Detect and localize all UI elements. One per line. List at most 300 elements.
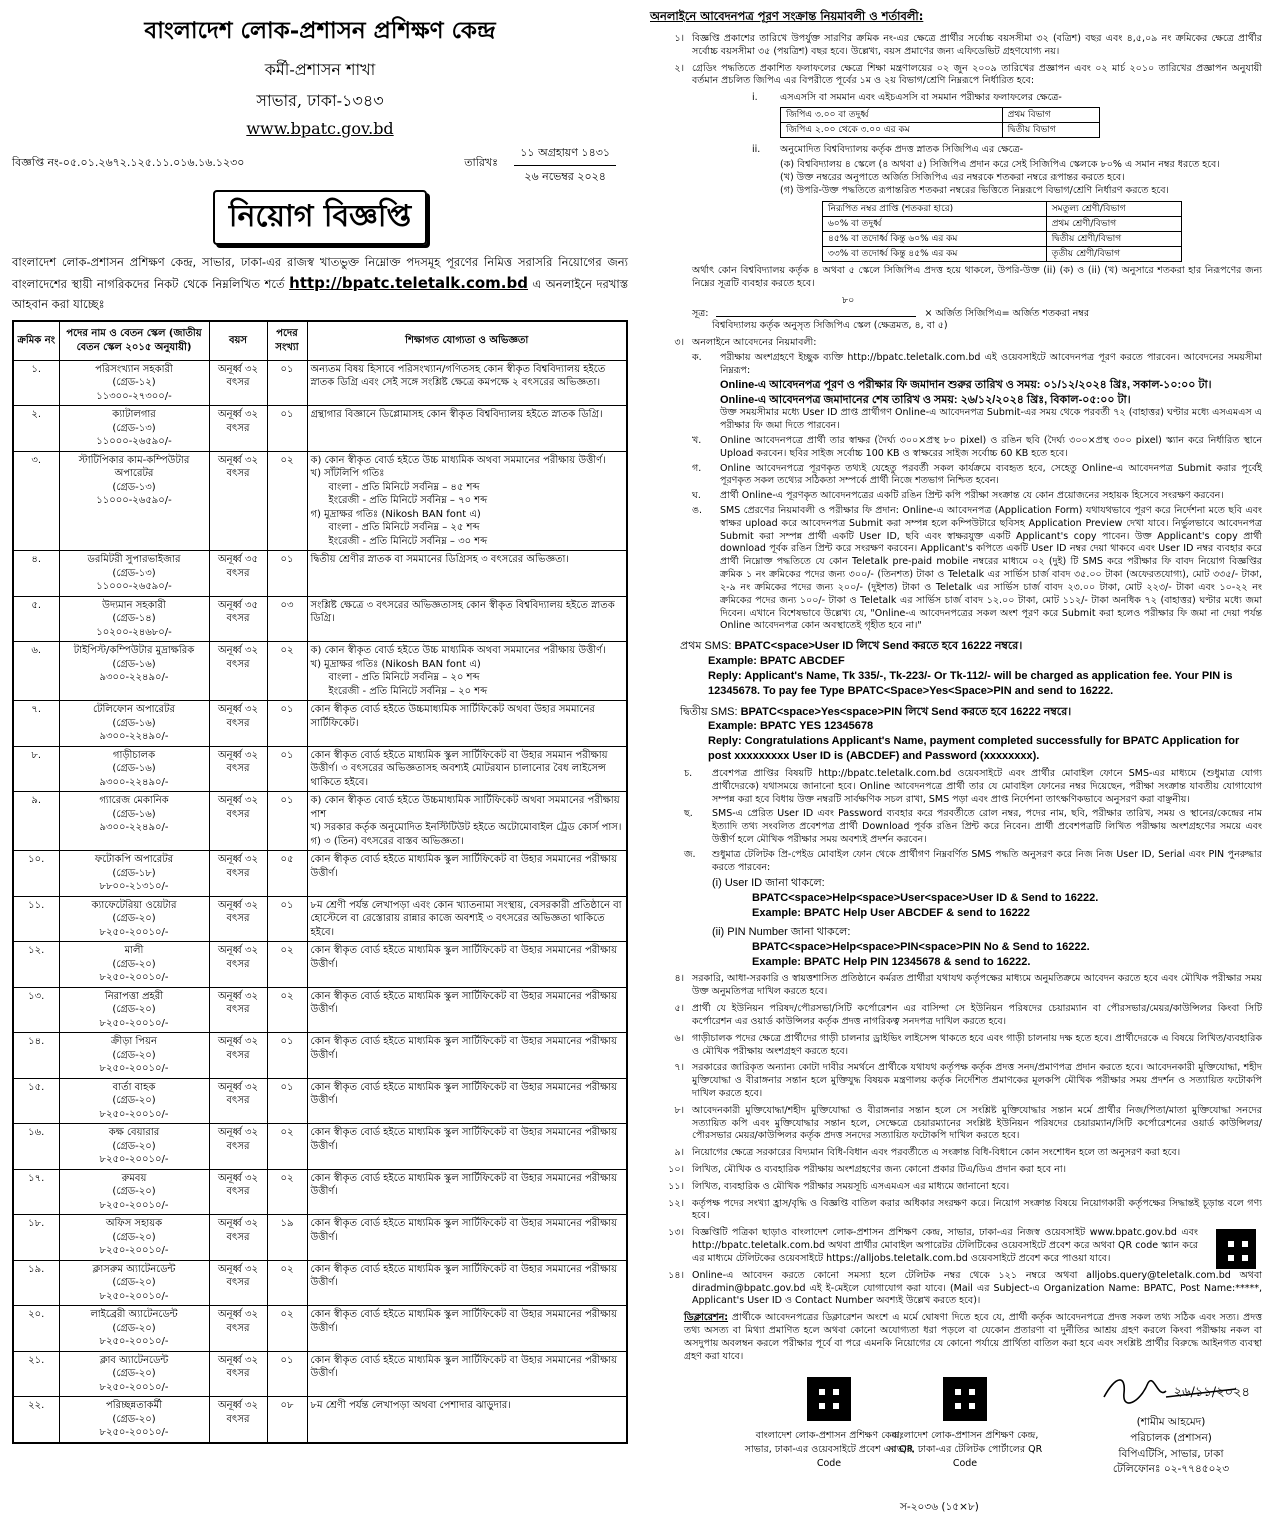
row-serial: ৬. bbox=[13, 642, 59, 701]
step-text: (গ) উপরি-উক্ত পদ্ধতিতে রূপান্তরিত শতকরা নম্বরের ভিত্তিতে নিম্নরূপে বিভাগ/শ্রেণি নির্ধারণ করতে হবে। bbox=[780, 184, 1169, 196]
row-qualification bbox=[307, 896, 627, 942]
date-english: ২৬ নভেম্বর ২০২৪ bbox=[524, 170, 606, 183]
row-serial: ১৬. bbox=[13, 1124, 59, 1170]
table-body bbox=[13, 360, 627, 1443]
row-qualification bbox=[307, 792, 627, 851]
website-link[interactable]: www.bpatc.gov.bd bbox=[246, 119, 394, 138]
signatory-name: (শামীম আহমেদ) bbox=[1136, 1416, 1206, 1429]
header-qualification: শিক্ষাগত যোগ্যতা ও অভিজ্ঞতা bbox=[307, 321, 627, 361]
table-row bbox=[781, 123, 1100, 138]
row-post bbox=[59, 1124, 209, 1170]
left-column bbox=[12, 8, 628, 1444]
qualification-line: কোন স্বীকৃত বোর্ড হইতে মাধ্যমিক স্কুল সার্টিফিকেট বা উহার সমমানের পরীক্ষায় উত্তীর্ণ। bbox=[310, 945, 618, 970]
sub-item bbox=[752, 144, 1262, 157]
signatory-office: বিপিএটিসি, সাভার, ঢাকা bbox=[1118, 1447, 1224, 1460]
table-row bbox=[13, 596, 627, 642]
row-qualification bbox=[307, 551, 627, 597]
qualification-line: অন্যতম বিষয় হিসাবে পরিসংখ্যান/গণিতসহ কোন স্বীকৃত বিশ্ববিদ্যালয় হইতে স্নাতক ডিগ্রি এবং সেই সঙ্গে সংশ্লিষ্ট ক্ষেত্রে কমপক্ষে ২ বৎসরের অভিজ্ঞতা। bbox=[310, 363, 606, 389]
row-count: ০১ bbox=[267, 746, 307, 792]
row-age: অনূর্ধ্ব ৩২ বৎসর bbox=[209, 1306, 267, 1352]
qualification-line: ইংরেজী - প্রতি মিনিটে সর্বনিম্ন – ২০ শব্দ bbox=[328, 685, 488, 697]
row-post bbox=[59, 851, 209, 897]
qualification-line: খ) মুদ্রাক্ষর গতিঃ (Nikosh BAN font এ) bbox=[310, 658, 481, 670]
end-date-line: Online-এ আবেদনপত্র জমাদানের শেষ তারিখ ও সময়: ২৬/১২/২০২৪ খ্রিঃ, বিকাল-০৫:০০ টা। bbox=[720, 393, 1131, 406]
rule-text: লিখিত, মৌখিক ও ব্যবহারিক পরীক্ষায় অংশগ্রহণের জন্য কোনো প্রকার টিএ/ডিএ প্রদান করা হবে না। bbox=[692, 1164, 1066, 1176]
post-pay: ৮২৫০-২০০১০/- bbox=[99, 1063, 169, 1075]
table-cell: দ্বিতীয় বিভাগ bbox=[1002, 123, 1099, 138]
formula-rhs: × অর্জিত সিজিপিএ= অর্জিত শতকরা নম্বর bbox=[924, 307, 1090, 319]
recovery-example: Example: BPATC Help User ABCDEF & send to 16222 bbox=[752, 907, 1030, 920]
table-row bbox=[823, 216, 1182, 231]
table-row bbox=[13, 851, 627, 897]
row-serial: ৮. bbox=[13, 746, 59, 792]
row-age: অনূর্ধ্ব ৩২ বৎসর bbox=[209, 360, 267, 406]
row-count: ০২ bbox=[267, 987, 307, 1033]
qualification-line: কোন স্বীকৃত বোর্ড হইতে মাধ্যমিক স্কুল সার্টিফিকেট বা উহার সমমানের পরীক্ষায় উত্তীর্ণ। bbox=[310, 1036, 618, 1061]
sub-item bbox=[692, 352, 1262, 433]
row-qualification bbox=[307, 1215, 627, 1261]
qualification-line: কোন স্বীকৃত বোর্ড হইতে মাধ্যমিক স্কুল সার্টিফিকেট বা উহার সমমানের পরীক্ষায় উত্তীর্ণ। bbox=[310, 1172, 618, 1198]
row-count: ০২ bbox=[267, 1124, 307, 1170]
sub-text: শুধুমাত্র টেলিটক প্রি-পেইড মোবাইল ফোন থেকে প্রার্থীগণ নিম্নবর্ণিত SMS পদ্ধতি অনুসরণ করে নিজ নিজ User ID, Serial এবং PIN পুনরুদ্ধার করতে পারবেন: bbox=[712, 848, 1262, 873]
row-age: অনূর্ধ্ব ৩৫ বৎসর bbox=[209, 551, 267, 597]
table-row bbox=[13, 942, 627, 988]
sub-item bbox=[684, 808, 1262, 846]
sub-body bbox=[720, 352, 1262, 433]
vacancy-table bbox=[12, 320, 628, 1444]
rule-number: ১১। bbox=[668, 1180, 684, 1192]
row-count: ০১ bbox=[267, 896, 307, 942]
row-age: অনূর্ধ্ব ৩২ বৎসর bbox=[209, 1078, 267, 1124]
post-pay: ৯৩০০-২২৪৯০/- bbox=[99, 776, 169, 788]
rule-text: লিখিত, ব্যবহারিক ও মৌখিক পরীক্ষার সময়সূচি এসএমএস এর মাধ্যমে জানানো হবে। bbox=[692, 1180, 1010, 1192]
post-pay: ৮২৫০-২০০১০/- bbox=[99, 1108, 169, 1120]
date-label: তারিখঃ bbox=[464, 156, 498, 169]
table-row bbox=[13, 1397, 627, 1443]
branch-name: কর্মী-প্রশাসন শাখা bbox=[264, 60, 376, 79]
gpa-table bbox=[780, 107, 1100, 138]
qualification-line: দ্বিতীয় শ্রেণীর স্নাতক বা সমমানের ডিগ্রিসহ ৩ বৎসরের অভিজ্ঞতা। bbox=[310, 554, 570, 566]
start-date-line: Online-এ আবেদনপত্র পূরণ ও পরীক্ষার ফি জমাদান শুরুর তারিখ ও সময়: ০১/১২/২০২৪ খ্রিঃ, সকাল-১০:০০ টা। bbox=[720, 378, 1212, 391]
rule-number: ১৪। bbox=[668, 1269, 684, 1281]
post-pay: ১১৩০০-২৭৩০০/- bbox=[96, 390, 172, 402]
row-age: অনূর্ধ্ব ৩২ বৎসর bbox=[209, 451, 267, 551]
rule-item bbox=[650, 1003, 1262, 1029]
post-pay: ৮২৫০-২০০১০/- bbox=[99, 1290, 169, 1302]
post-name: কক্ষ বেয়ারার bbox=[108, 1127, 160, 1139]
post-pay: ৮২৫০-২০০১০/- bbox=[99, 1017, 169, 1029]
page-title: নিয়োগ বিজ্ঞপ্তি bbox=[213, 190, 427, 245]
header-age: বয়স bbox=[209, 321, 267, 361]
post-name: লাইব্রেরী অ্যাটেনডেন্ট bbox=[90, 1309, 178, 1321]
declaration bbox=[684, 1312, 1262, 1363]
formula-denominator: বিশ্ববিদ্যালয় কর্তৃক অনুসৃত সিজিপিএ স্কেল (ক্ষেত্রমত, ৪, বা ৫) bbox=[712, 320, 948, 332]
row-age: অনূর্ধ্ব ৩২ বৎসর bbox=[209, 942, 267, 988]
row-qualification bbox=[307, 746, 627, 792]
row-post bbox=[59, 942, 209, 988]
qualification-line: কোন স্বীকৃত বোর্ড হইতে মাধ্যমিক স্কুল সার্টিফিকেট বা উহার সমমানের পরীক্ষায় উত্তীর্ণ। bbox=[310, 1263, 618, 1289]
sms-block-1 bbox=[680, 639, 1262, 698]
post-pay: ৮২৫০-২০০১০/- bbox=[99, 1336, 169, 1348]
rule-item bbox=[650, 33, 1262, 59]
row-post bbox=[59, 746, 209, 792]
table-row bbox=[13, 1215, 627, 1261]
rule-body bbox=[692, 63, 1262, 334]
row-qualification bbox=[307, 1124, 627, 1170]
rule-item bbox=[650, 1181, 1262, 1194]
header-serial: ক্রমিক নং bbox=[13, 321, 59, 361]
sub-item bbox=[692, 463, 1262, 489]
post-name: স্টাটিপিকার কাম-কম্পিউটার অপারেটর bbox=[78, 454, 190, 480]
row-post bbox=[59, 1397, 209, 1443]
sub-item bbox=[684, 849, 1262, 875]
row-serial: ৯. bbox=[13, 792, 59, 851]
rule-number: ১০। bbox=[668, 1164, 684, 1176]
rule-text: প্রার্থী যে ইউনিয়ন পরিষদ/পৌরসভা/সিটি কর্পোরেশন এর বাসিন্দা সে ইউনিয়ন পরিষদের চেয়ারম্যান বা পৌরসভার/মেয়র/কাউন্সিলর কিংবা সিটি কর্পোরেশন এর ওয়ার্ড কাউন্সিলর কর্তৃক প্রদত্ত নাগরিকত্ব সনদপত্র দাখিল করতে হবে। bbox=[692, 1003, 1262, 1027]
formula-label: সূত্র: bbox=[692, 307, 709, 319]
post-pay: ৯৩০০-২২৪৯০/- bbox=[99, 822, 169, 834]
rule-3-continued bbox=[684, 768, 1262, 970]
post-name: ক্যাটালগার bbox=[112, 409, 156, 421]
post-name: রুমবয় bbox=[121, 1172, 147, 1184]
rules-heading: অনলাইনে আবেদনপত্র পূরণ সংক্রান্ত নিয়মাবলী ও শর্তাবলী: bbox=[650, 9, 924, 23]
row-count: ০১ bbox=[267, 406, 307, 452]
row-serial: ১৭. bbox=[13, 1169, 59, 1215]
post-grade: (গ্রেড-১৬) bbox=[112, 658, 156, 670]
row-count: ০২ bbox=[267, 942, 307, 988]
post-name: পরিচ্ছন্নতাকর্মী bbox=[105, 1400, 163, 1412]
row-qualification bbox=[307, 851, 627, 897]
table-row bbox=[823, 201, 1182, 216]
sub-text: Online আবেদনপত্রে পূরণকৃত তথ্যই যেহেতু পরবর্তী সকল কার্যক্রমে ব্যবহৃত হবে, সেহেতু Online-এ আবেদনপত্র Submit করার পূর্বেই পূরণকৃত সকল তথ্যের সঠিকতা সম্পর্কে প্রার্থী নিজে শতভাগ নিশ্চিত হবেন। bbox=[720, 462, 1262, 487]
rule-text: Online-এ আবেদন করতে কোনো সমস্যা হলে টেলিটক নম্বর থেকে ১২১ নম্বরে অথবা alljobs.query@teletalk.com.bd অথবা diradmin@bpatc.gov.bd এই ই-মেইলে যোগাযোগ করা যাবে। (Mail এর Subject-এ Organization Name: BPATC, Post Name:*****, Applicant's User ID ও Contact Number অবশ্যই উল্লেখ করতে হবে)। bbox=[692, 1269, 1262, 1307]
post-name: ক্রীড়া পিয়ন bbox=[111, 1036, 157, 1048]
rule-text: নিয়োগের ক্ষেত্রে সরকারের বিদ্যমান বিধি-বিধান এবং পরবর্তীতে এ সংক্রান্ত বিধি-বিধানে কোন সংশোধন হলে তা অনুসরণ করা হবে। bbox=[692, 1147, 1181, 1159]
row-post bbox=[59, 1033, 209, 1079]
rule-number: ১২। bbox=[668, 1197, 684, 1209]
row-serial: ৫. bbox=[13, 596, 59, 642]
post-name: নিরাপত্তা প্রহরী bbox=[104, 990, 164, 1002]
row-post bbox=[59, 360, 209, 406]
qualification-line: ৮ম শ্রেণী পর্যন্ত লেখাপড়া অথবা পেশাদার ঝাড়ুদার। bbox=[310, 1400, 511, 1412]
rule-item bbox=[650, 63, 1262, 334]
sub-key: ঙ. bbox=[692, 505, 702, 517]
post-grade: (গ্রেড-১৪) bbox=[112, 613, 156, 625]
sms-command: BPATC<space>User ID লিখে Send করতে হবে 16222 নম্বরে। bbox=[734, 640, 1023, 653]
post-grade: (গ্রেড-২০) bbox=[112, 1231, 156, 1243]
sub-key: ছ. bbox=[684, 808, 693, 820]
post-pay: ৮২৫০-২০০১০/- bbox=[99, 1199, 169, 1211]
table-row bbox=[823, 231, 1182, 246]
qualification-line: ক) কোন স্বীকৃত বোর্ড হইতে উচ্চ মাধ্যমিক অথবা সমমানের পরীক্ষায় উত্তীর্ণ। bbox=[310, 645, 606, 657]
rule-number: ১। bbox=[674, 33, 684, 44]
qr-caption: বাংলাদেশ লোক-প্রশাসন প্রশিক্ষণ কেন্দ্র, সাভার, ঢাকা-এর টেলিটক পোর্টালের QR Code bbox=[887, 1430, 1043, 1469]
sub-key: চ. bbox=[684, 767, 693, 779]
qualification-line: কোন স্বীকৃত বোর্ড হইতে মাধ্যমিক স্কুল সার্টিফিকেট বা উহার সমমানের পরীক্ষায় উত্তীর্ণ। bbox=[310, 1127, 618, 1152]
org-name: বাংলাদেশ লোক-প্রশাসন প্রশিক্ষণ কেন্দ্র bbox=[144, 17, 496, 44]
row-post bbox=[59, 642, 209, 701]
sub-key: ক. bbox=[692, 352, 702, 364]
post-pay: ১১০০০-২৬৫৯০/- bbox=[96, 495, 172, 507]
row-age: অনূর্ধ্ব ৩২ বৎসর bbox=[209, 1397, 267, 1443]
rule-text: বিজ্ঞপ্তি প্রকাশের তারিখে উপর্যুক্ত সারণির ক্রমিক নং-এর ক্ষেত্রে প্রার্থীর সর্বোচ্চ বয়সসীমা ৩২ (বত্রিশ) বছর এবং ৪,৫,০৯ নং ক্রমিকের ক্ষেত্রে প্রার্থীর সর্বোচ্চ বয়সসীমা ৩৫ (পয়ত্রিশ) বছর হবে। উল্লেখ্য, বয়স প্রমাণের জন্য এফিডেভিট গ্রহণযোগ্য নয়। bbox=[692, 33, 1262, 57]
rule-number: ৪। bbox=[674, 973, 684, 985]
post-pay: ৮২৫০-২০০১০/- bbox=[99, 926, 169, 938]
rule-number: ৬। bbox=[674, 1032, 684, 1044]
qualification-line: কোন স্বীকৃত বোর্ড হইতে মাধ্যমিক স্কুল সার্টিফিকেট বা উহার সমমানের পরীক্ষায় উত্তীর্ণ। bbox=[310, 854, 618, 879]
qualification-line: বাংলা - প্রতি মিনিটে সর্বনিম্ন – ৪৫ শব্দ bbox=[328, 481, 480, 493]
rule-item bbox=[650, 1198, 1262, 1224]
qualification-line: কোন স্বীকৃত বোর্ড হইতে উচ্চমাধ্যমিক সার্টিফিকেট অথবা উহার সমমানের সার্টিফিকেট। bbox=[310, 704, 595, 729]
table-cell: জিপিএ ২.০০ থেকে ৩.০০ এর কম bbox=[781, 123, 1003, 138]
post-name: ক্যাফেটেরিয়া ওয়েটার bbox=[91, 899, 177, 911]
post-name: ক্লাব অ্যাটেনডেন্ট bbox=[99, 1354, 169, 1366]
row-serial: ১১. bbox=[13, 896, 59, 942]
rule-item bbox=[650, 973, 1262, 999]
row-qualification bbox=[307, 451, 627, 551]
sub-text: SMS প্রেরণের নিয়মাবলী ও পরীক্ষার ফি প্রদান: Online-এ আবেদনপত্র (Application Form) যথাযথভাবে পূরণ করে নির্দেশনা মতে ছবি এবং স্বাক্ষর upload করে আবেদনপত্র Submit করা সম্পন্ন হলে কম্পিউটারে ছবিসহ Application Preview দেখা যাবে। নির্ভুলভাবে আবেদনপত্র Submit করা সম্পন্ন প্রার্থী একটি User ID, ছবি এবং স্বাক্ষরযুক্ত একটি Applicant's copy পাবেন। উক্ত Applicant's copy প্রার্থী download পূর্বক রঙিন প্রিন্ট করে সংরক্ষণ করবেন। Applicant's কপিতে একটি User ID নম্বর দেয়া থাকবে এবং User ID নম্বর ব্যবহার করে প্রার্থী নিম্নোক্ত পদ্ধতিতে যে কোন Teletalk pre-paid mobile নম্বরের মাধ্যমে ০২ (দুই) টি SMS করে পরীক্ষার ফি বাবদ নিয়োগ বিজ্ঞপ্তির ক্রমিক ১ নং ক্রমিকের পদের জন্য ৩০০/- (তিনশত) টাকা ও Teletalk এর সার্ভিস চার্জ বাবদ ৩৫.০০ টাকা (অফেরতযোগ্য), মোট ৩৩৫/- টাকা, ২-৯ নং ক্রমিকের পদের জন্য ২০০/- (দুইশত) টাকা ও Teletalk এর সার্ভিস চার্জ বাবদ ২৩.০০ টাকা, মোট ২২৩/- টাকা এবং ১০-২২ নং ক্রমিকের পদের জন্য ১০০/- টাকা ও Teletalk এর সার্ভিস চার্জ বাবদ ১২.০০ টাকা, মোট ১১২/- টাকা অনধিক ৭২ (বাহাত্তর) ঘণ্টার মধ্যে জমা দিবেন। এখানে বিশেষভাবে উল্লেখ্য যে, "Online-এ আবেদনপত্রের সকল অংশ পূরণ করে Submit করা হলেও পরীক্ষার ফি জমা না দেয়া পর্যন্ত Online আবেদনপত্র কোন অবস্থাতেই গৃহীত হবে না।" bbox=[720, 505, 1262, 632]
table-cell: প্রথম বিভাগ bbox=[1002, 108, 1099, 123]
rule-item bbox=[650, 1227, 1262, 1265]
formula-line bbox=[692, 308, 1262, 321]
qualification-line: ৮ম শ্রেণী পর্যন্ত লেখাপড়া এবং কোন খ্যাতনামা সংস্থায়, বেসরকারী প্রতিষ্ঠানে বা হোস্টেলে বা রেস্তোরায় রান্নার কাজে অবশ্যই ৩ বৎসরের অভিজ্ঞতা থাকিতে হইবে। bbox=[310, 899, 622, 938]
row-serial: ৭. bbox=[13, 701, 59, 747]
post-name: বার্তা বাহক bbox=[112, 1081, 156, 1093]
table-row bbox=[13, 1306, 627, 1352]
row-count: ০৫ bbox=[267, 851, 307, 897]
division-table bbox=[822, 201, 1182, 263]
row-count: ১৯ bbox=[267, 1215, 307, 1261]
row-serial: ১০. bbox=[13, 851, 59, 897]
table-row bbox=[13, 1078, 627, 1124]
footer-block bbox=[650, 1369, 1262, 1519]
qualification-line: খ) সাঁটলিপি গতিঃ bbox=[310, 468, 385, 480]
row-post bbox=[59, 1078, 209, 1124]
row-age: অনূর্ধ্ব ৩২ বৎসর bbox=[209, 1169, 267, 1215]
table-cell: নিরূপিত নম্বর প্রাপ্তি (শতকরা হারে) bbox=[823, 201, 1047, 216]
declaration-label: ডিক্লারেশন: bbox=[684, 1312, 729, 1324]
row-qualification bbox=[307, 1397, 627, 1443]
post-grade: (গ্রেড-২০) bbox=[112, 1322, 156, 1334]
post-grade: (গ্রেড-১৮) bbox=[112, 867, 156, 879]
table-cell: ৩৩% বা তদোর্ধ্ব কিন্তু ৪৫% এর কম bbox=[823, 247, 1047, 262]
rule-text: গাড়ীচালক পদের ক্ষেত্রে প্রার্থীদের গাড়ী চালনার ড্রাইভিং লাইসেন্স থাকতে হবে এবং গাড়ী চালনায় দক্ষ হতে হবে। প্রার্থীদেরকে এ বিষয়ে লিখিত/ব্যবহারিক ও মৌখিক পরীক্ষায় অংশগ্রহণ করতে হবে। bbox=[692, 1032, 1262, 1057]
post-grade: (গ্রেড-২০) bbox=[112, 1413, 156, 1425]
row-count: ০১ bbox=[267, 701, 307, 747]
row-count: ০২ bbox=[267, 1169, 307, 1215]
row-qualification bbox=[307, 1169, 627, 1215]
qualification-line: কোন স্বীকৃত বোর্ড হইতে মাধ্যমিক স্কুল সার্টিফিকেট বা উহার সমমান পরীক্ষায় উত্তীর্ণ। ৩ বৎসরের অভিজ্ঞতাসহ অবশ্যই মোটরযান চালানোর বৈধ লাইসেন্স থাকিতে হইবে। bbox=[310, 749, 608, 788]
row-count: ০৩ bbox=[267, 596, 307, 642]
row-age: অনূর্ধ্ব ৩২ বৎসর bbox=[209, 406, 267, 452]
post-grade: (গ্রেড-১২) bbox=[112, 377, 156, 389]
row-qualification bbox=[307, 701, 627, 747]
post-name: ডরমিটরী সুপারভাইজার bbox=[87, 554, 181, 566]
row-count: ০২ bbox=[267, 451, 307, 551]
post-name: গাড়ীচালক bbox=[112, 749, 156, 761]
row-age: অনূর্ধ্ব ৩২ বৎসর bbox=[209, 701, 267, 747]
post-grade: (গ্রেড-২০) bbox=[112, 1049, 156, 1061]
sub-item bbox=[684, 768, 1262, 806]
rule-text: সরকারের জারিকৃত অন্যান্য কোটা দাবীর সমর্থনে প্রার্থীকে যথাযথ কর্তৃপক্ষ কর্তৃক প্রদত্ত সনদ/প্রমাণপত্র প্রদান করতে হবে। আবেদনকারী মুক্তিযোদ্ধা, শহীদ মুক্তিযোদ্ধা ও বীরাঙ্গনার সন্তান হলে মুক্তিযুদ্ধ বিষয়ক মন্ত্রণালয় কর্তৃক নির্দেশিত প্রমাণকের মূলকপি মৌখিক পরীক্ষার সময় প্রদর্শন ও সত্যায়িত ফটোকপি দাখিল করতে হবে। bbox=[692, 1062, 1262, 1099]
row-serial: ২১. bbox=[13, 1351, 59, 1397]
rule-text: সরকারি, আধা-সরকারি ও স্বায়ত্তশাসিত প্রতিষ্ঠানে কর্মরত প্রার্থীরা যথাযথ কর্তৃপক্ষের মাধ্যমে অনুমতিক্রমে আবেদন করতে হবে এবং মৌখিক পরীক্ষার সময় উক্ত অনুমতিপত্র দাখিল করতে হবে। bbox=[692, 973, 1262, 998]
rule-text: অনলাইনে আবেদনের নিয়মাবলী: bbox=[692, 337, 817, 349]
table-cell: জিপিএ ৩.০০ বা তদুর্ধ্ব bbox=[781, 108, 1003, 123]
qualification-line: ক) কোন স্বীকৃত বোর্ড হইতে উচ্চ মাধ্যমিক অথবা সমমানের পরীক্ষায় উত্তীর্ণ। bbox=[310, 454, 606, 466]
sub-text: SMS-এ প্রেরিত User ID এবং Password ব্যবহার করে পরবর্তীতে রোল নম্বর, পদের নাম, ছবি, পরীক্ষার তারিখ, সময় ও স্থানের/কেন্দ্রের নাম ইত্যাদি তথ্য সংবলিত প্রবেশপত্র প্রার্থী Download পূর্বক রঙিন প্রিন্ট করে নিবেন। প্রার্থী প্রবেশপত্রটি লিখিত পরীক্ষায় অংশগ্রহণের সময়ে এবং উত্তীর্ণ হলে মৌখিক পরীক্ষার সময় অবশ্যই প্রদর্শন করবেন। bbox=[712, 808, 1262, 845]
post-grade: (গ্রেড-১৩) bbox=[112, 567, 156, 579]
footer-code: স-২০৩৬ (১৫×৮) bbox=[900, 1501, 979, 1514]
recovery-command: BPATC<space>Help<space>PIN<space>PIN No & Send to 16222. bbox=[752, 940, 1090, 953]
rule-number: ৯। bbox=[674, 1147, 684, 1159]
post-name: টেলিফোন অপারেটর bbox=[92, 704, 175, 716]
sub-text: Online আবেদনপত্রে প্রার্থী তার স্বাক্ষর (দৈর্ঘ্য ৩০০×প্রস্থ ৮০ pixel) ও রঙিন ছবি (দৈর্ঘ্য ৩০০×প্রস্থ ৩০০ pixel) স্ক্যান করে নির্ধারিত স্থানে Upload করবেন। ছবির সাইজ সর্বোচ্চ 100 KB ও স্বাক্ষরের সাইজ সর্বোচ্চ 60 KB হতে হবে। bbox=[720, 434, 1262, 459]
row-count: ০৮ bbox=[267, 1397, 307, 1443]
formula-numerator: ৮০ bbox=[842, 294, 855, 306]
post-pay: ৮২৫০-২০০১০/- bbox=[99, 1154, 169, 1166]
table-row bbox=[13, 1351, 627, 1397]
sub-key: (ii) bbox=[712, 925, 725, 938]
sub-text: অনুমোদিত বিশ্ববিদ্যালয় কর্তৃক প্রদত্ত স্নাতক সিজিপিএ এর ক্ষেত্রে- bbox=[780, 144, 1024, 156]
date-box bbox=[514, 144, 616, 187]
row-count: ০১ bbox=[267, 1351, 307, 1397]
right-column bbox=[650, 8, 1262, 1519]
sms-example: Example: BPATC ABCDEF bbox=[708, 655, 845, 667]
row-count: ০১ bbox=[267, 551, 307, 597]
signatory-title: পরিচালক (প্রশাসন) bbox=[1130, 1431, 1212, 1444]
header-count: পদের সংখ্যা bbox=[267, 321, 307, 361]
qualification-line: কোন স্বীকৃত বোর্ড হইতে মাধ্যমিক স্কুল সার্টিফিকেট বা উহার সমমানের পরীক্ষায় উত্তীর্ণ। bbox=[310, 1081, 618, 1107]
row-age: অনূর্ধ্ব ৩৫ বৎসর bbox=[209, 596, 267, 642]
rule-item bbox=[650, 1033, 1262, 1059]
table-cell: ৪৫% বা তদোর্ধ্ব কিন্তু ৬০% এর কম bbox=[823, 231, 1047, 246]
table-cell: প্রথম শ্রেণী/বিভাগ bbox=[1046, 216, 1181, 231]
signatory-phone: টেলিফোনঃ ০২-৭৭৪৫০২৩ bbox=[1112, 1463, 1230, 1476]
post-pay: ৮৮০০-২১৩১০/- bbox=[99, 881, 169, 893]
row-count: ০২ bbox=[267, 642, 307, 701]
qualification-line: গ্রন্থাগার বিজ্ঞানে ডিপ্লোমাসহ কোন স্বীকৃত বিশ্ববিদ্যালয় হইতে স্নাতক ডিগ্রি। bbox=[310, 409, 603, 421]
rule-number: ৩। bbox=[674, 337, 684, 349]
row-qualification bbox=[307, 1306, 627, 1352]
sub-text: প্রবেশপত্র প্রাপ্তির বিষয়টি http://bpatc.teletalk.com.bd ওয়েবসাইটে এবং প্রার্থীর মোবাইল ফোনে SMS-এর মাধ্যমে (শুধুমাত্র যোগ্য প্রার্থীদেরকে) যথাসময়ে জানানো হবে। Online আবেদনপত্রে প্রার্থী তার যে মোবাইল ফোনের নম্বর দিয়েছেন, পরীক্ষা সংক্রান্ত যাবতীয় যোগাযোগ সম্পন্ন করা হবে বিধায় উক্ত নম্বরটি সার্বক্ষণিক সচল রাখা, SMS পড়া এবং প্রাপ্ত নির্দেশনা তাৎক্ষণিকভাবে অনুসরণ করা বাঞ্ছনীয়। bbox=[712, 767, 1262, 805]
post-name: উদ্যমান সহকারী bbox=[102, 599, 166, 611]
post-pay: ১১০০০-২৬৫৯০/- bbox=[96, 436, 172, 448]
qualification-line: কোন স্বীকৃত বোর্ড হইতে মাধ্যমিক স্কুল সার্টিফিকেট বা উহার সমমানের পরীক্ষায় উত্তীর্ণ। bbox=[310, 1218, 618, 1243]
post-pay: ৮২৫০-২০০১০/- bbox=[99, 1427, 169, 1439]
apply-link[interactable]: http://bpatc.teletalk.com.bd bbox=[289, 274, 528, 293]
qualification-line: সংশ্লিষ্ট ক্ষেত্রে ৩ বৎসরের অভিজ্ঞতাসহ কোন স্বীকৃত বিশ্ববিদ্যালয় হইতে স্নাতক ডিগ্রি। bbox=[310, 599, 615, 625]
qr-caption: বাংলাদেশ লোক-প্রশাসন প্রশিক্ষণ কেন্দ্র, সাভার, ঢাকা-এর ওয়েবসাইটে প্রবেশ এর QR Code bbox=[744, 1430, 914, 1469]
rule-number: ১৩। bbox=[668, 1227, 684, 1239]
row-count: ০১ bbox=[267, 360, 307, 406]
table-row bbox=[13, 792, 627, 851]
sms-block-2 bbox=[680, 705, 1262, 764]
row-post bbox=[59, 596, 209, 642]
row-age: অনূর্ধ্ব ৩২ বৎসর bbox=[209, 1215, 267, 1261]
declaration-text: প্রার্থীকে আবেদনপত্রের ডিক্লারেশন অংশে এ মর্মে ঘোষণা দিতে হবে যে, প্রার্থী কর্তৃক আবেদনপত্রে প্রদত্ত সকল তথ্য সঠিক এবং সত্য। প্রদত্ত তথ্য অসত্য বা মিথ্যা প্রমাণিত হলে অথবা কোনো অযোগ্যতা ধরা পড়লে বা যেকোন প্রতারণা বা দুর্নীতির আশ্রয় গ্রহণ করলে কিংবা পরীক্ষায় নকল বা অসদুপায় অবলম্বন করলে পরীক্ষার পূর্বে বা পরে এমনকি নিয়োগের যে কোনো পর্যায়ে প্রার্থিতা বাতিল করা হবে এবং সংশ্লিষ্ট প্রার্থীর বিরুদ্ধে আইনগত ব্যবস্থা গ্রহণ করা যাবে। bbox=[684, 1312, 1262, 1362]
signature-block bbox=[1086, 1369, 1256, 1478]
table-row bbox=[13, 406, 627, 452]
table-row bbox=[13, 1124, 627, 1170]
row-serial: ১৪. bbox=[13, 1033, 59, 1079]
row-post bbox=[59, 987, 209, 1033]
sub-key: ঘ. bbox=[692, 490, 701, 502]
recovery-command: BPATC<space>Help<space>User<space>User ID & Send to 16222. bbox=[752, 892, 1099, 905]
intro-tail: এ অনলাইনে দরখাস্ত আহবান করা যাচ্ছেঃ bbox=[12, 277, 628, 312]
rule-number: ৭। bbox=[674, 1062, 684, 1074]
table-cell: ৬০% বা তদুর্ধ্ব bbox=[823, 216, 1047, 231]
rule-text: বিজ্ঞপ্তিটি পত্রিকা ছাড়াও বাংলাদেশ লোক-প্রশাসন প্রশিক্ষণ কেন্দ্র, সাভার, ঢাকা-এর নিজস্ব ওয়েবসাইট www.bpatc.gov.bd এবং http://bpatc.teletalk.com.bd অথবা প্রার্থীর মোবাইল অপারেটর টেলিটিকের ওয়েবসাইটে প্রবেশ করে অথবা QR code স্ক্যান করে এর মাধ্যমে টেলিটকের ওয়েবসাইটে https://alljobs.teletalk.com.bd ওয়েবসাইটে প্রবেশ করে পাওয়া যাবে। bbox=[692, 1227, 1198, 1264]
post-grade: (গ্রেড-১৬) bbox=[112, 808, 156, 820]
post-name: ক্লাসরুম অ্যাটেনডেন্ট bbox=[92, 1263, 176, 1275]
table-cell: তৃতীয় শ্রেণী/বিভাগ bbox=[1046, 247, 1181, 262]
row-qualification bbox=[307, 406, 627, 452]
table-row bbox=[13, 451, 627, 551]
row-serial: ১৯. bbox=[13, 1260, 59, 1306]
row-post bbox=[59, 1169, 209, 1215]
row-count: ০১ bbox=[267, 792, 307, 851]
post-grade: (গ্রেড-১৩) bbox=[112, 481, 156, 493]
row-qualification bbox=[307, 1260, 627, 1306]
header-post: পদের নাম ও বেতন স্কেল (জাতীয় বেতন স্কেল ২০১৫ অনুযায়ী) bbox=[59, 321, 209, 361]
intro-paragraph bbox=[12, 253, 628, 314]
rule-item bbox=[650, 1062, 1262, 1100]
post-grade: (গ্রেড-১৩) bbox=[112, 422, 156, 434]
table-row bbox=[13, 1260, 627, 1306]
post-pay: ৮২৫০-২০০১০/- bbox=[99, 972, 169, 984]
row-count: ০২ bbox=[267, 1260, 307, 1306]
sms-label: প্রথম SMS: bbox=[680, 640, 732, 653]
signature-date: ২৬/১১/২০২৪ bbox=[1173, 1385, 1250, 1401]
row-post bbox=[59, 701, 209, 747]
rule-item bbox=[650, 1164, 1262, 1177]
step-text: (ক) বিশ্ববিদ্যালয় ৪ স্কেলে (৪ অথবা ৫) সিজিপিএ প্রদান করে সেই সিজিপিএ স্কেলকে ৮০% এ সমান নম্বর ধরতে হবে। bbox=[780, 159, 1220, 171]
rule-number: ২। bbox=[674, 62, 684, 74]
row-age: অনূর্ধ্ব ৩২ বৎসর bbox=[209, 792, 267, 851]
row-qualification bbox=[307, 642, 627, 701]
sms-label: দ্বিতীয় SMS: bbox=[680, 705, 738, 718]
qr-code-icon bbox=[807, 1377, 851, 1421]
rule-text: কর্তৃপক্ষ পদের সংখ্যা হ্রাস/বৃদ্ধি ও বিজ্ঞপ্তি বাতিল করার অধিকার সংরক্ষণ করে। নিয়োগ সংক্রান্ত বিষয়ে নিয়োগকারী কর্তৃপক্ষের সিদ্ধান্তই চূড়ান্ত বলে গণ্য হবে। bbox=[692, 1197, 1262, 1222]
row-age: অনূর্ধ্ব ৩২ বৎসর bbox=[209, 851, 267, 897]
rule-body bbox=[692, 337, 1262, 635]
row-serial: ১৫. bbox=[13, 1078, 59, 1124]
table-row bbox=[13, 360, 627, 406]
rule-item bbox=[650, 1105, 1262, 1143]
row-post bbox=[59, 896, 209, 942]
table-row bbox=[13, 1169, 627, 1215]
rule-text: আবেদনকারী মুক্তিযোদ্ধা/শহীদ মুক্তিযোদ্ধা ও বীরাঙ্গনার সন্তান হলে সে সংশ্লিষ্ট মুক্তিযোদ্ধার সন্তান মর্মে প্রার্থীর নিজ/পিতা/মাতা মুক্তিযোদ্ধা সনদের সত্যায়িত কপি এবং মুক্তিযোদ্ধার সন্তান হলে, সেক্ষেত্রে চেয়ারম্যানের সংশ্লিষ্ট ইউনিয়ন পরিষদের চেয়ারম্যান/সিটি কর্পোরেশনের ওয়ার্ড কাউন্সিলর/পৌরসভার মেয়র/কাউন্সিলর কর্তৃক প্রদত্ত সনদের সত্যায়িত ফটোকপি দাখিল করতে হবে। bbox=[692, 1104, 1262, 1142]
row-qualification bbox=[307, 360, 627, 406]
sub-key: ii. bbox=[752, 144, 761, 156]
table-row bbox=[13, 642, 627, 701]
row-serial: ৪. bbox=[13, 551, 59, 597]
post-pay: ৯৩০০-২২৪৯০/- bbox=[99, 672, 169, 684]
sms-command: BPATC<space>Yes<space>PIN লিখে Send করতে হবে 16222 নম্বরে। bbox=[740, 705, 1072, 718]
row-qualification bbox=[307, 987, 627, 1033]
sub-item bbox=[692, 435, 1262, 461]
post-pay: ১১০০০-২৬৫৯০/- bbox=[96, 581, 172, 593]
row-qualification bbox=[307, 1351, 627, 1397]
row-age: অনূর্ধ্ব ৩২ বৎসর bbox=[209, 1260, 267, 1306]
post-name: ফটোকপি অপারেটর bbox=[94, 854, 174, 866]
post-pay: ৮২৫০-২০০১০/- bbox=[99, 1381, 169, 1393]
qualification-line: গ) ৩ (তিন) বৎসরের বাস্তব অভিজ্ঞতা। bbox=[310, 835, 464, 847]
row-post bbox=[59, 1351, 209, 1397]
table-header-row bbox=[13, 321, 627, 361]
title-wrap bbox=[12, 190, 628, 245]
